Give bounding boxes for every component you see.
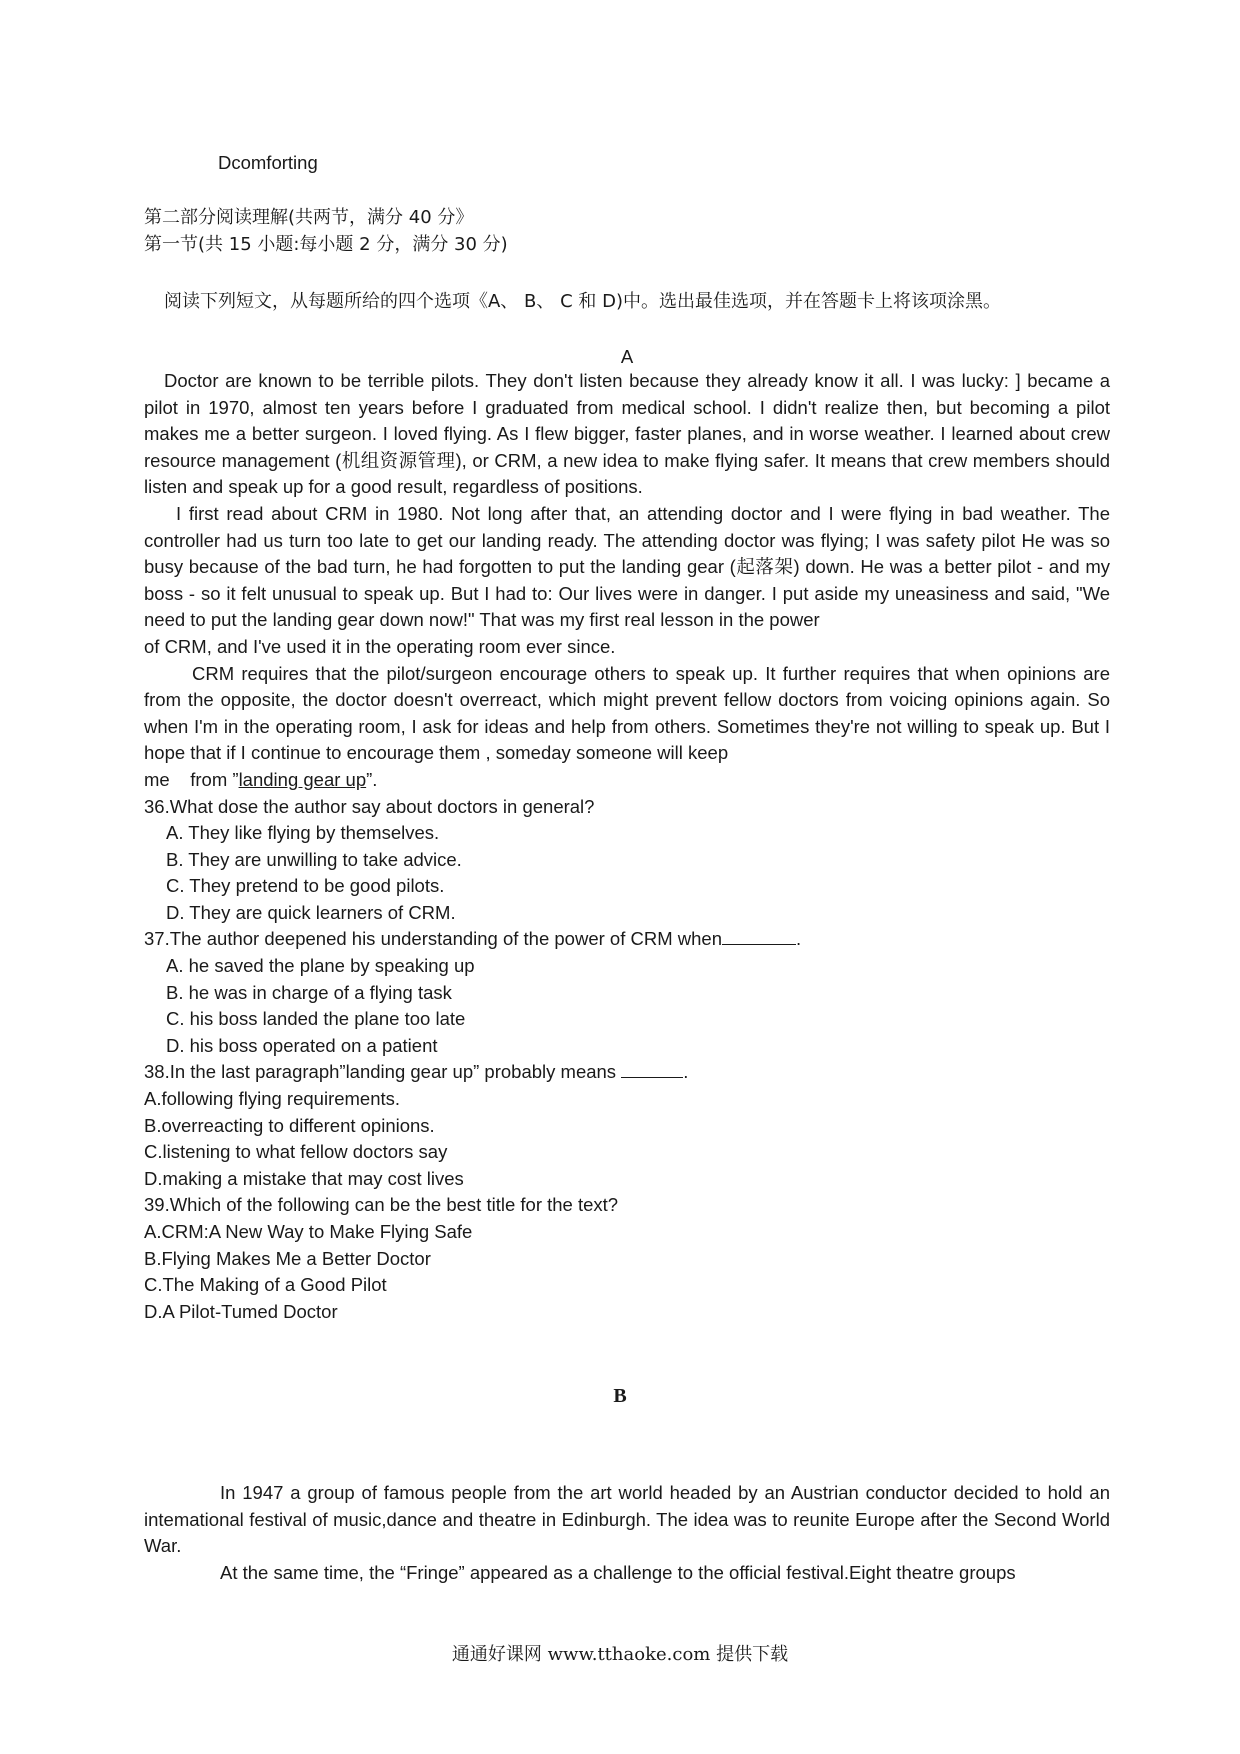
part-header [144, 205, 1110, 258]
question-39 [144, 1192, 1110, 1325]
passage-b [144, 1480, 1110, 1586]
question-stem: 38.In the last paragraph”landing gear up” probably means . [144, 1061, 689, 1083]
option-b: B. he was in charge of a flying task [166, 981, 452, 1003]
previous-answer-option: Dcomforting [218, 152, 318, 173]
part-header-line2: 第一节(共 15 小题:每小题 2 分，满分 30 分) [144, 233, 508, 255]
option-c: C.listening to what fellow doctors say [144, 1141, 448, 1163]
question-36 [144, 794, 1110, 927]
page-footer: 通通好课网 www.tthaoke.com 提供下载 [451, 1644, 789, 1665]
passage-a-paragraph-2-continued: of CRM, and I've used it in the operating room ever since. [144, 635, 616, 657]
passage-a-paragraph-1: Doctor are known to be terrible pilots. They don't listen because they already know it all. I was lucky: ] became a pilot in 1970, almost ten years before I graduated from medical school. I didn't realize then, but becoming a pilot makes me a better surgeon. I loved flying. As I flew bigger, faster planes, and in worse weather. I learned about crew resource management (机组资源管理), or CRM, a new idea to make flying safer. It means that crew members should listen and speak up for a good result, regardless of positions. [144, 370, 1110, 498]
question-stem: 37.The author deepened his understanding of the power of CRM when . [144, 928, 802, 950]
instruction-text: 阅读下列短文，从每题所给的四个选项《A、 B、 C 和 D)中。选出最佳选项，并在答题卡上将该项涂黑。 [164, 291, 1001, 312]
question-stem: 39.Which of the following can be the best title for the text? [144, 1194, 619, 1216]
passage-b-paragraph-2: At the same time, the “Fringe” appeared as a challenge to the official festival.Eight theatre groups [220, 1561, 1016, 1583]
option-d: D. They are quick learners of CRM. [166, 901, 456, 923]
option-d: D.A Pilot-Tumed Doctor [144, 1300, 338, 1322]
option-a: A.CRM:A New Way to Make Flying Safe [144, 1221, 473, 1242]
option-c: C. his boss landed the plane too late [166, 1008, 466, 1030]
answer-blank [722, 926, 796, 945]
landing-gear-up-phrase: landing gear up [238, 768, 367, 790]
option-d: D.making a mistake that may cost lives [144, 1167, 464, 1189]
passage-a-paragraph-3-last-line: me from ”landing gear up”. [144, 768, 378, 790]
passage-b-label: B [613, 1385, 627, 1407]
option-d: D. his boss operated on a patient [166, 1034, 438, 1056]
option-a: A. They like flying by themselves. [166, 822, 440, 844]
passage-a-paragraph-2: I first read about CRM in 1980. Not long after that, an attending doctor and I were flying in bad weather. The controller had us turn too late to get our landing ready. The attending doctor was flying; I was safety pilot He was so busy because of the bad turn, he had forgotten to put the landing gear (起落架) down. He was a better pilot - and my boss - so it felt unusual to speak up. But I had to: Our lives were in danger. I put aside my uneasiness and said, "We need to put the landing gear down now!" That was my first real lesson in the power [144, 502, 1110, 631]
option-a: A. he saved the plane by speaking up [166, 955, 475, 977]
answer-blank [621, 1059, 683, 1078]
option-a: A.following flying requirements. [144, 1088, 401, 1110]
question-stem: 36.What dose the author say about doctors in general? [144, 795, 595, 817]
option-c: C. They pretend to be good pilots. [166, 875, 445, 897]
passage-a-paragraph-3: CRM requires that the pilot/surgeon encourage others to speak up. It further requires that when opinions are from the opposite, the doctor doesn't overreact, which might prevent fellow doctors from voicing opinions again. So when I'm in the operating room, I ask for ideas and help from others. Sometimes they're not willing to speak up. But I hope that if I continue to encourage them , someday someone will keep [144, 662, 1110, 764]
option-b: B.Flying Makes Me a Better Doctor [144, 1247, 431, 1269]
passage-a [144, 368, 1110, 1325]
option-c: C.The Making of a Good Pilot [144, 1274, 387, 1296]
part-header-line1: 第二部分阅读理解(共两节，满分 40 分》 [144, 207, 474, 228]
question-37 [144, 926, 1110, 1059]
passage-b-paragraph-1: In 1947 a group of famous people from the art world headed by an Austrian conductor decided to hold an intemational festival of music,dance and theatre in Edinburgh. The idea was to reunite Europe after the Second World War. [144, 1482, 1110, 1557]
option-b: B. They are unwilling to take advice. [166, 848, 462, 870]
passage-a-label: A [620, 346, 634, 367]
question-38 [144, 1059, 1110, 1192]
option-b: B.overreacting to different opinions. [144, 1114, 435, 1136]
